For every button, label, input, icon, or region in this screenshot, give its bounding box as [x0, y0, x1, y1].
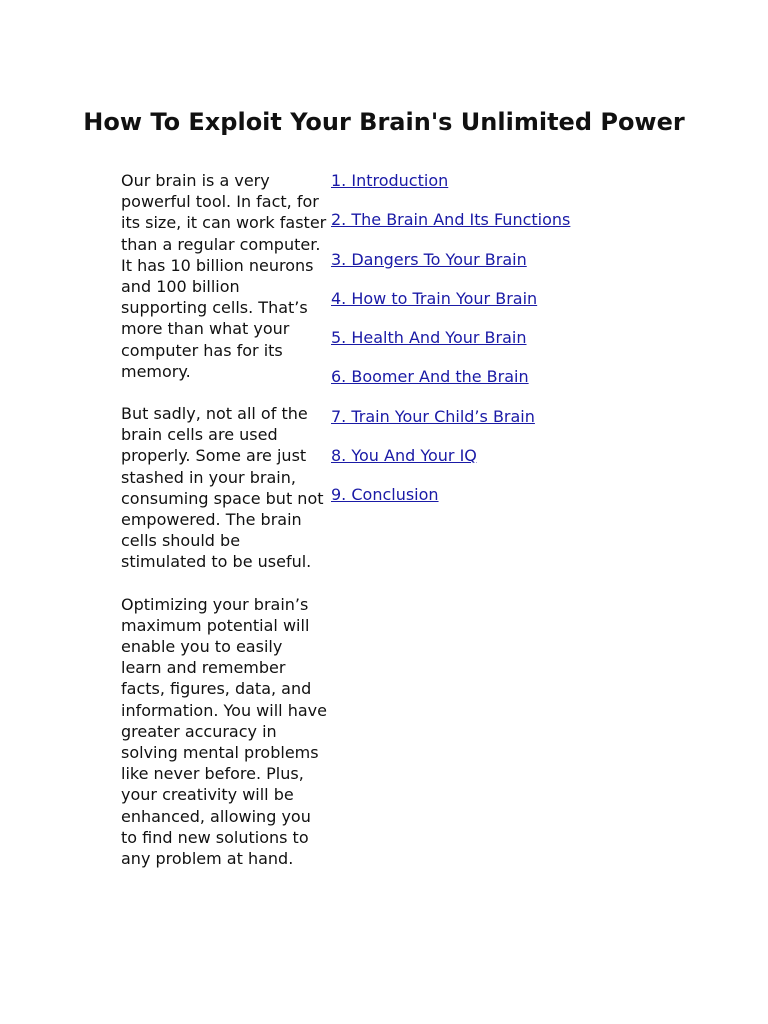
toc-item — [331, 445, 631, 484]
toc-item — [331, 209, 631, 248]
table-of-contents — [331, 170, 631, 524]
toc-link-train-brain[interactable]: 4. How to Train Your Brain — [331, 288, 538, 308]
toc-item — [331, 288, 631, 327]
toc-item — [331, 249, 631, 288]
intro-paragraph-2: But sadly, not all of the brain cells are used properly. Some are just stashed in your brain, consuming space but not empowered. The brain cells should be stimulated to be useful. — [121, 404, 324, 572]
toc-link-boomer[interactable]: 6. Boomer And the Brain — [331, 367, 529, 387]
intro-paragraph-3: Optimizing your brain’s maximum potential will enable you to easily learn and remember facts, figures, data, and information. You will have greater accuracy in solving mental problems like never before. Plus, your creativity will be enhanced, allowing you to find new solutions to any problem at hand. — [121, 594, 327, 869]
toc-link-conclusion[interactable]: 9. Conclusion — [331, 485, 439, 505]
toc-item — [331, 406, 631, 445]
toc-link-dangers[interactable]: 3. Dangers To Your Brain — [331, 249, 527, 269]
toc-item — [331, 170, 631, 209]
intro-paragraph-1: Our brain is a very powerful tool. In fact, for its size, it can work faster than a regular computer. It has 10 billion neurons and 100 billion supporting cells. That’s more than what your computer has for its memory. — [121, 171, 327, 381]
toc-link-iq[interactable]: 8. You And Your IQ — [331, 446, 477, 466]
toc-item — [331, 484, 631, 523]
toc-link-brain-functions[interactable]: 2. The Brain And Its Functions — [331, 210, 571, 230]
toc-link-child-brain[interactable]: 7. Train Your Child’s Brain — [331, 406, 535, 426]
toc-link-introduction[interactable]: 1. Introduction — [331, 171, 449, 190]
toc-link-health[interactable]: 5. Health And Your Brain — [331, 328, 527, 348]
toc-item — [331, 327, 631, 366]
intro-text-column — [121, 170, 327, 890]
toc-item — [331, 366, 631, 405]
page-title: How To Exploit Your Brain's Unlimited Power — [83, 108, 685, 136]
